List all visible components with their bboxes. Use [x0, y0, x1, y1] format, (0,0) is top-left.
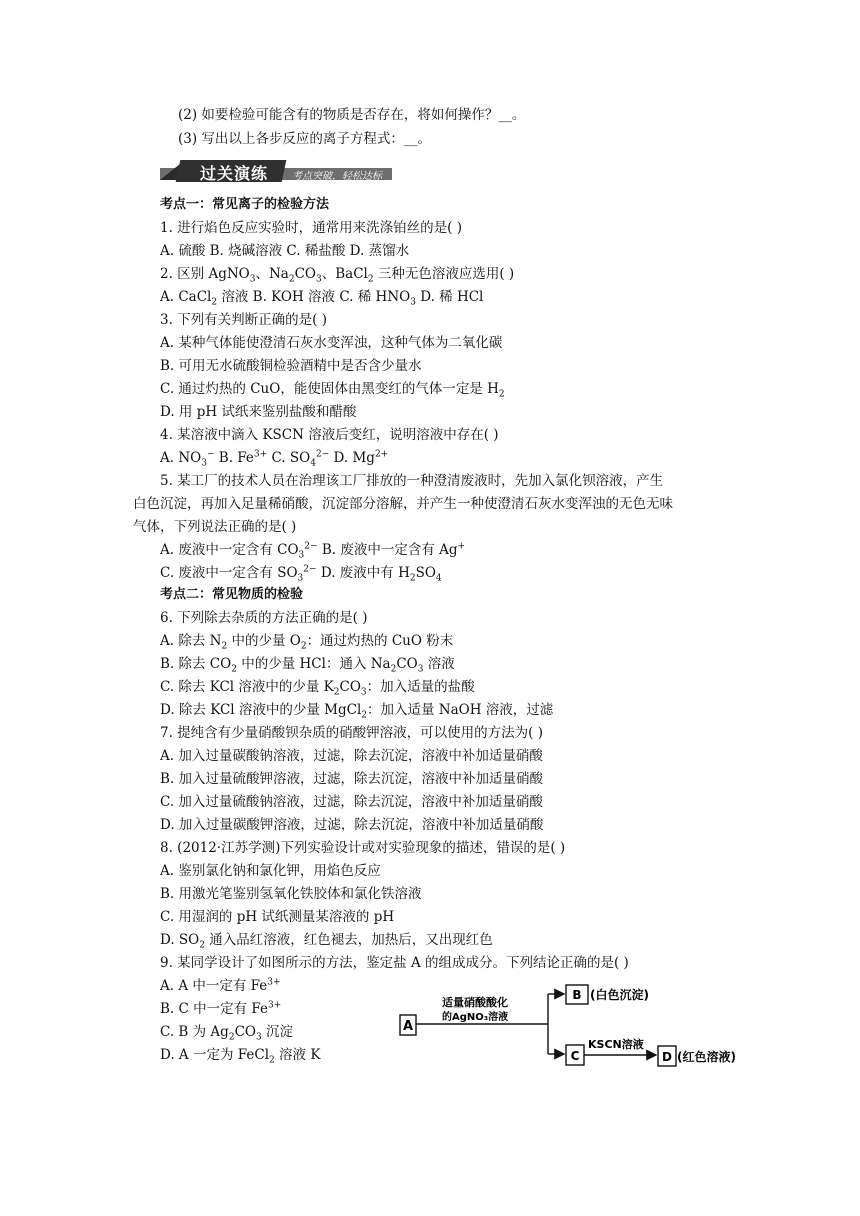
identification-flow-diagram — [398, 984, 758, 1074]
question-5-line-3: 气体，下列说法正确的是( ) — [133, 519, 297, 535]
question-part-2: (2) 如要检验可能含有的物质是否存在，将如何操作？__。 — [178, 107, 526, 123]
question-9-option-d: D. A 一定为 FeCl$_2$ 溶液 K — [160, 1047, 321, 1066]
question-9-option-b: B. C 中一定有 $Fe^{3+}$ — [160, 1000, 282, 1017]
question-6-option-d: D. 除去 KCl 溶液中的少量 MgCl$_2$：加入适量 NaOH 溶液，过滤 — [160, 702, 554, 721]
section-banner — [160, 160, 392, 184]
question-2-options: A. CaCl$_2$ 溶液 B. KOH 溶液 C. 稀 $HNO_3$ D. 稀 HCl — [160, 289, 484, 308]
question-1-options: A. 硫酸 B. 烧碱溶液 C. 稀盐酸 D. 蒸馏水 — [160, 243, 410, 259]
question-3-option-c: C. 通过灼热的 CuO，能使固体由黑变红的气体一定是 $H_2$ — [160, 381, 505, 400]
question-7-option-d: D. 加入过量碳酸钾溶液，过滤，除去沉淀，溶液中补加适量硝酸 — [160, 817, 544, 833]
question-8-option-d: D. $SO_2$ 通入品红溶液，红色褪去，加热后，又出现红色 — [160, 932, 493, 951]
banner-subtitle: 考点突破，轻松达标 — [292, 171, 382, 182]
box-b-label: B — [572, 988, 582, 1002]
question-5-options-ab: A. 废液中一定含有 $CO_3^{2-}$ B. 废液中一定含有 Ag+ — [160, 541, 466, 561]
box-a-label: A — [402, 1019, 414, 1034]
section-heading-1: 考点一：常见离子的检验方法 — [160, 197, 330, 212]
question-9: 9. 某同学设计了如图所示的方法，鉴定盐 A 的组成成分。下列结论正确的是( ) — [160, 955, 629, 971]
reagent-1-line-2: 的AgNO₃溶液 — [442, 1012, 509, 1023]
question-7-option-c: C. 加入过量硫酸钠溶液，过滤，除去沉淀，溶液中补加适量硝酸 — [160, 794, 543, 810]
banner-title: 过关演练 — [200, 164, 269, 183]
question-8-option-b: B. 用激光笔鉴别氢氧化铁胶体和氯化铁溶液 — [160, 886, 422, 902]
question-part-3: (3) 写出以上各步反应的离子方程式：__。 — [178, 131, 431, 147]
question-9-option-a: A. A 中一定有 $Fe^{3+}$ — [160, 977, 281, 994]
question-5-line-1: 5. 某工厂的技术人员在治理该工厂排放的一种澄清废液时，先加入氯化钡溶液，产生 — [160, 473, 664, 489]
question-9-option-c: C. B 为 $Ag_2CO_3$ 沉淀 — [160, 1024, 293, 1043]
box-c-label: C — [570, 1049, 580, 1063]
question-8: 8. (2012·江苏学测)下列实验设计或对实验现象的描述，错误的是( ) — [160, 840, 566, 856]
reagent-1-line-1: 适量硝酸酸化 — [442, 996, 508, 1009]
box-d-label: D — [662, 1050, 672, 1064]
question-7-option-a: A. 加入过量碳酸钠溶液，过滤，除去沉淀，溶液中补加适量硝酸 — [160, 748, 543, 764]
question-1: 1. 进行焰色反应实验时，通常用来洗涤铂丝的是( ) — [160, 220, 462, 236]
question-4: 4. 某溶液中滴入 KSCN 溶液后变红，说明溶液中存在( ) — [160, 427, 499, 443]
question-7: 7. 提纯含有少量硝酸钡杂质的硝酸钾溶液，可以使用的方法为( ) — [160, 725, 543, 741]
question-3-option-a: A. 某种气体能使澄清石灰水变浑浊，这种气体为二氧化碳 — [160, 335, 503, 351]
question-5-options-cd: C. 废液中一定含有 $SO_3^{2-}$ D. 废液中有 $H_2SO_4$ — [160, 564, 442, 584]
question-3-option-b: B. 可用无水硫酸铜检验酒精中是否含少量水 — [160, 358, 422, 374]
question-7-option-b: B. 加入过量硫酸钾溶液，过滤，除去沉淀，溶液中补加适量硝酸 — [160, 771, 544, 787]
question-8-option-a: A. 鉴别氯化钠和氯化钾，用焰色反应 — [160, 863, 381, 879]
question-2: 2. 区别 AgNO$_3$、$Na_2CO_3$、BaCl$_2$ 三种无色溶液应选用( ) — [160, 266, 515, 285]
question-3: 3. 下列有关判断正确的是( ) — [160, 312, 327, 328]
question-5-line-2: 白色沉淀，再加入足量稀硝酸，沉淀部分溶解，并产生一种使澄清石灰水变浑浊的无色无味 — [133, 496, 673, 512]
question-6-option-b: B. 除去 $CO_2$ 中的少量 HCl：通入 $Na_2CO_3$ 溶液 — [160, 656, 455, 675]
question-3-option-d: D. 用 pH 试纸来鉴别盐酸和醋酸 — [160, 404, 357, 420]
question-6-option-c: C. 除去 KCl 溶液中的少量 $K_2CO_3$：加入适量的盐酸 — [160, 679, 475, 698]
box-d-note: (红色溶液) — [677, 1050, 736, 1064]
question-6-option-a: A. 除去 $N_2$ 中的少量 $O_2$：通过灼热的 CuO 粉末 — [160, 633, 454, 652]
question-6: 6. 下列除去杂质的方法正确的是( ) — [160, 610, 368, 626]
section-heading-2: 考点二：常见物质的检验 — [160, 587, 304, 602]
question-4-options: A. $NO_3^-$ B. $Fe^{3+}$ C. $SO_4^{2-}$ D. $Mg^{2+}$ — [160, 449, 389, 469]
reagent-2: KSCN溶液 — [588, 1038, 644, 1051]
box-b-note: (白色沉淀) — [590, 988, 649, 1002]
question-8-option-c: C. 用湿润的 pH 试纸测量某溶液的 pH — [160, 909, 395, 925]
